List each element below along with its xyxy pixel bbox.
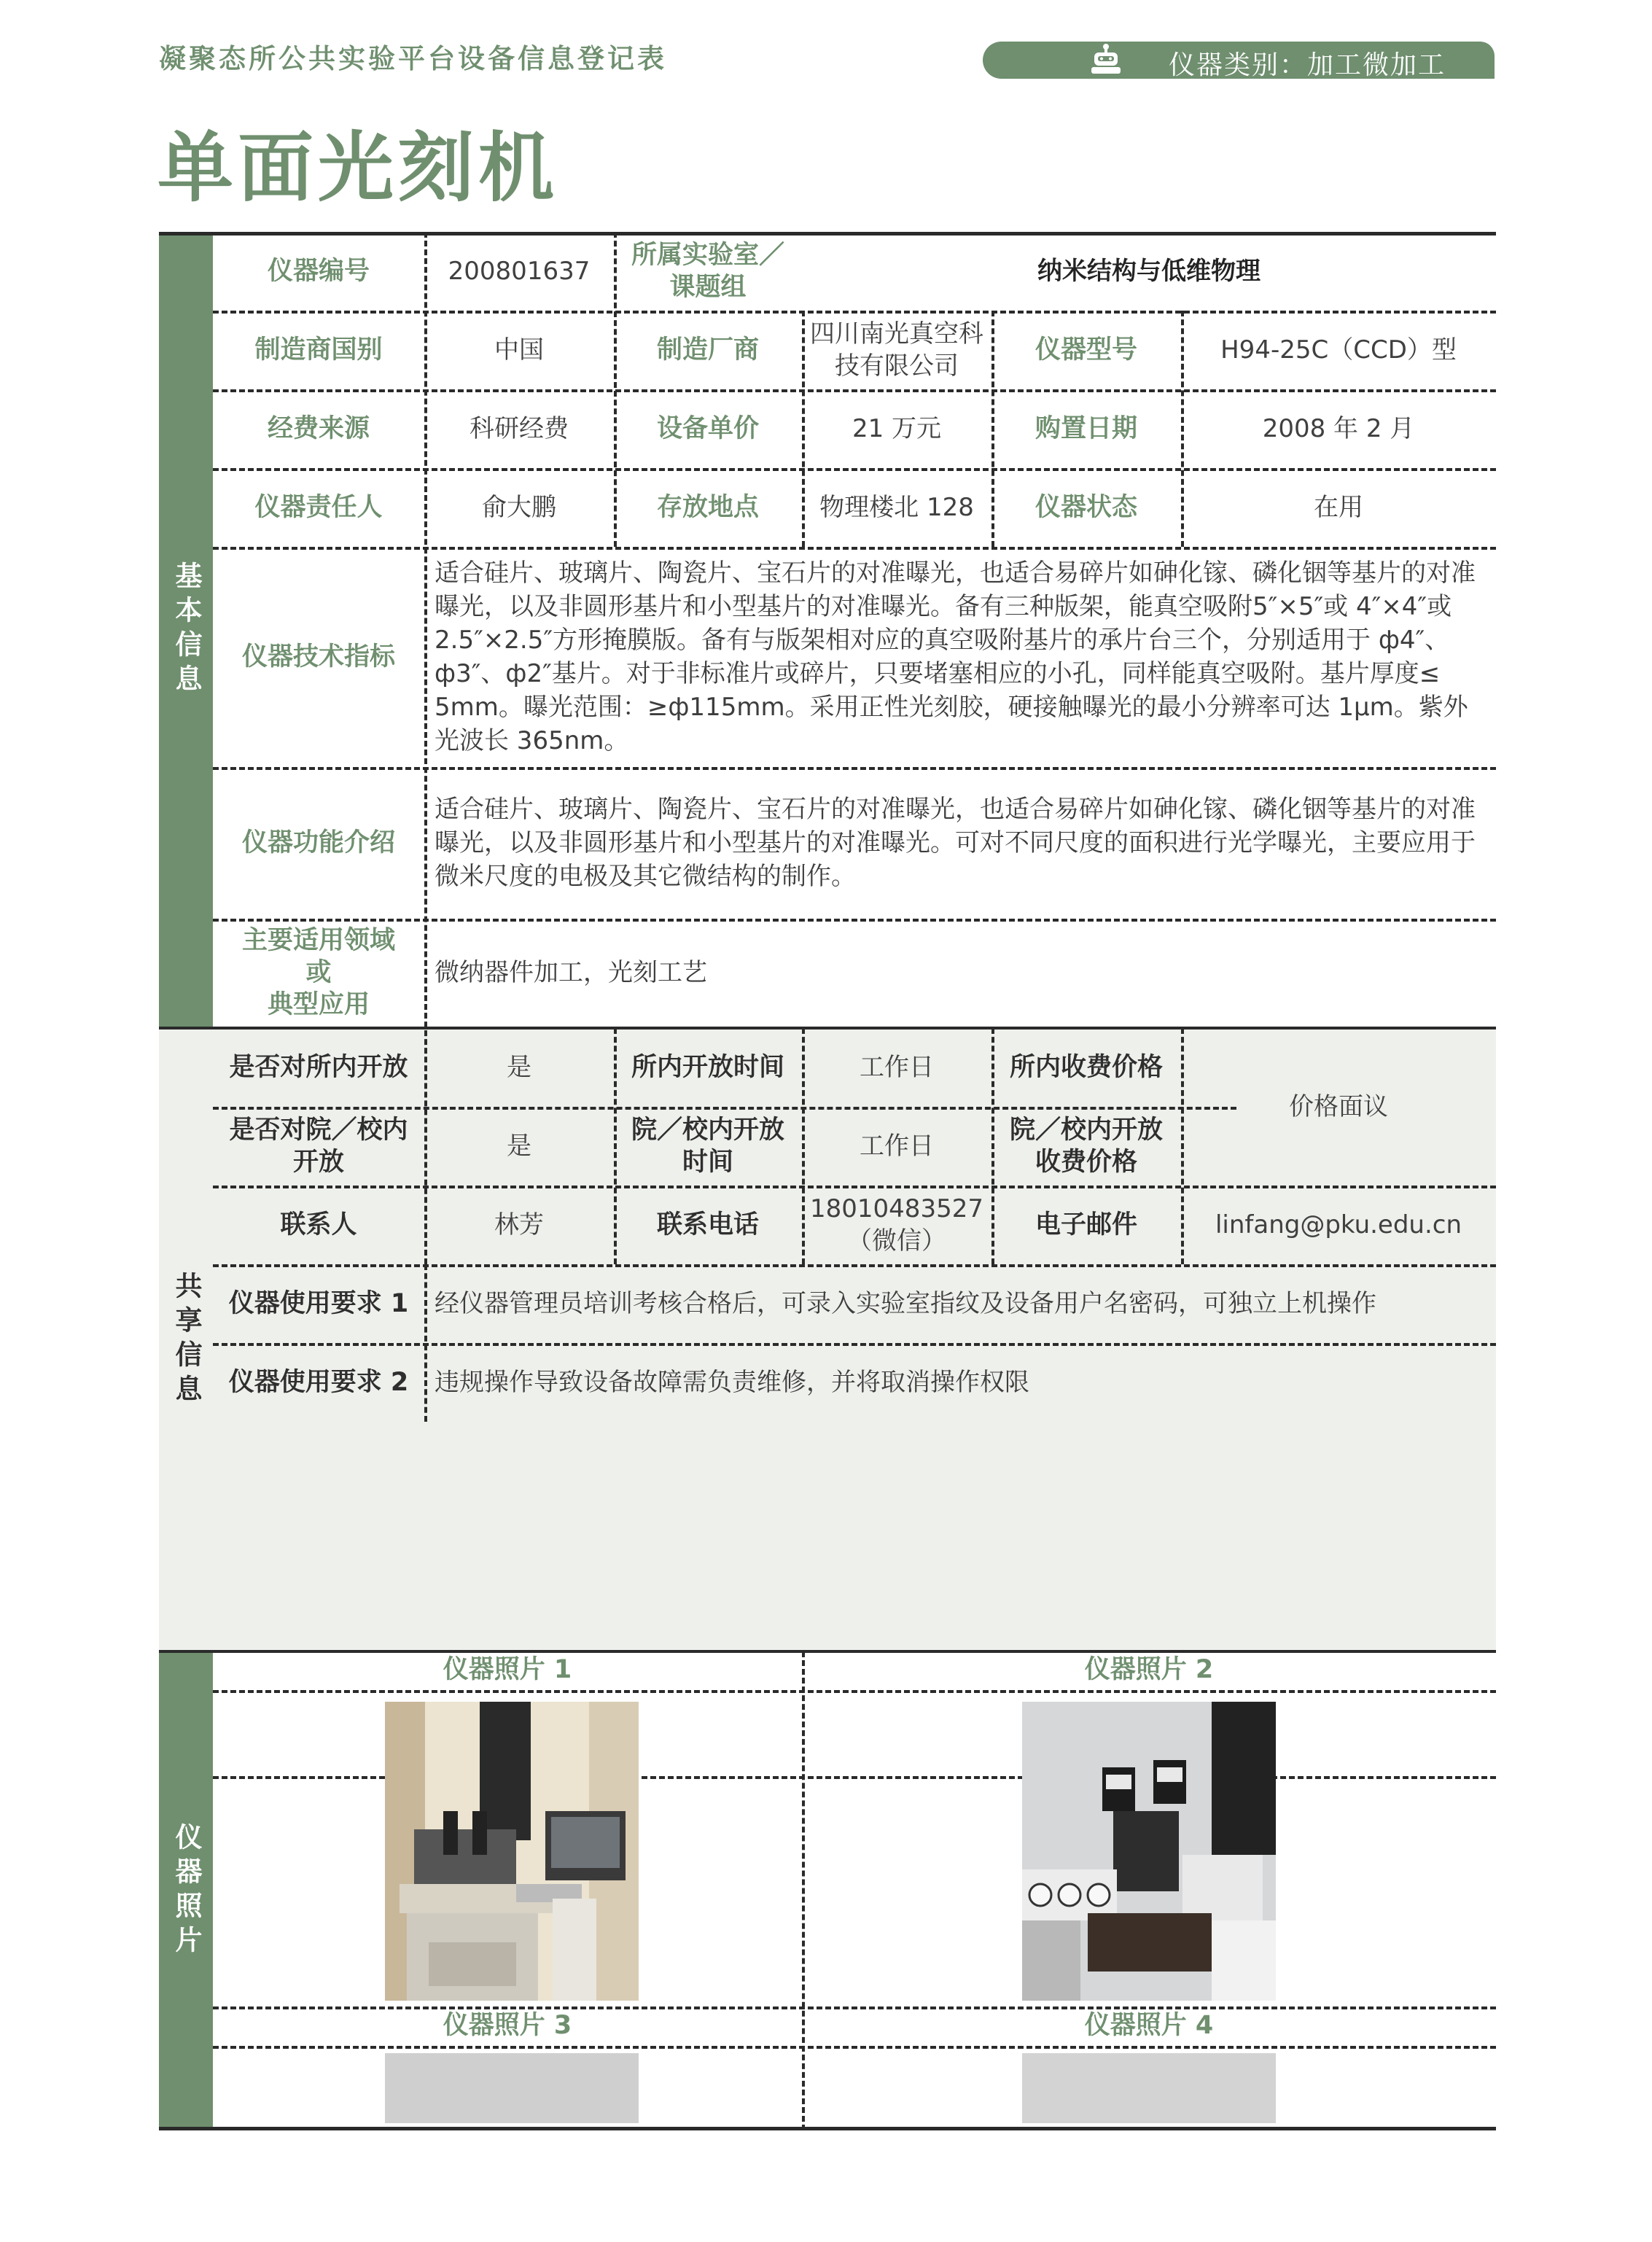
instrument-photo-3 — [385, 2053, 639, 2123]
value-internal-time: 工作日 — [860, 1053, 934, 1082]
label-price: 设备单价 — [656, 414, 759, 443]
label-lab: 所属实验室／课题组 — [631, 241, 784, 302]
value-status: 在用 — [1314, 493, 1363, 522]
value-open-internal: 是 — [507, 1053, 531, 1082]
section-label-basic: 基本信息 — [159, 232, 213, 1028]
photo-title-4: 仪器照片 4 — [1084, 2011, 1214, 2040]
value-owner: 俞大鹏 — [482, 493, 556, 522]
label-requirement-2: 仪器使用要求 2 — [228, 1368, 409, 1397]
label-country: 制造商国别 — [254, 335, 383, 365]
label-instrument-no: 仪器编号 — [267, 257, 370, 286]
instrument-photo-1 — [385, 1702, 639, 2001]
robot-icon — [1088, 43, 1124, 75]
label-internal-fee: 所内收费价格 — [1009, 1053, 1163, 1082]
value-model: H94-25C（CCD）型 — [1220, 335, 1457, 365]
category-tab — [983, 42, 1495, 79]
value-location: 物理楼北 128 — [819, 493, 974, 522]
value-application: 微纳器件加工，光刻工艺 — [435, 958, 707, 987]
value-campus-time: 工作日 — [860, 1132, 934, 1161]
value-requirement-1: 经仪器管理员培训考核合格后，可录入实验室指纹及设备用户名密码，可独立上机操作 — [435, 1289, 1376, 1318]
instrument-category: 仪器类别：加工微加工 — [1169, 50, 1446, 80]
label-owner: 仪器责任人 — [254, 493, 383, 522]
value-contact: 林芳 — [494, 1210, 544, 1239]
label-internal-time: 所内开放时间 — [631, 1053, 784, 1082]
registration-form — [159, 232, 1496, 2130]
instrument-photo-2 — [1022, 1702, 1276, 2001]
label-open-campus: 是否对院／校内开放 — [229, 1116, 408, 1177]
value-open-campus: 是 — [507, 1132, 531, 1161]
value-email[interactable]: linfang@pku.edu.cn — [1215, 1210, 1462, 1239]
label-function: 仪器功能介绍 — [241, 828, 395, 857]
value-country: 中国 — [494, 335, 544, 365]
photo-title-1: 仪器照片 1 — [443, 1655, 572, 1684]
label-open-internal: 是否对所内开放 — [229, 1053, 408, 1082]
label-email: 电子邮件 — [1035, 1210, 1137, 1239]
value-instrument-no: 200801637 — [448, 257, 591, 286]
value-price: 21 万元 — [852, 414, 942, 443]
document-header-title: 凝聚态所公共实验平台设备信息登记表 — [159, 43, 667, 74]
photo-title-2: 仪器照片 2 — [1084, 1655, 1214, 1684]
label-location: 存放地点 — [656, 493, 759, 522]
label-status: 仪器状态 — [1035, 493, 1137, 522]
photo-title-3: 仪器照片 3 — [443, 2011, 572, 2040]
label-maker: 制造厂商 — [656, 335, 759, 365]
instrument-photo-4 — [1022, 2053, 1276, 2123]
label-application: 主要适用领域 或 典型应用 — [241, 926, 395, 1019]
value-funding: 科研经费 — [470, 414, 569, 443]
page-title: 单面光刻机 — [157, 123, 559, 212]
value-purchase-date: 2008 年 2 月 — [1262, 414, 1415, 443]
label-spec: 仪器技术指标 — [241, 642, 395, 672]
value-fee: 价格面议 — [1289, 1092, 1388, 1121]
label-phone: 联系电话 — [656, 1210, 759, 1239]
section-label-photos: 仪器照片 — [159, 1651, 213, 2130]
section-rule — [159, 1650, 1496, 1653]
value-function: 适合硅片、玻璃片、陶瓷片、宝石片的对准曝光，也适合易碎片如砷化镓、磷化铟等基片的对准曝光，以及非圆形基片和小型基片的对准曝光。可对不同尺度的面积进行光学曝光，主要应用于微米尺度的电极及其它微结构的制作。 — [435, 795, 1476, 891]
label-campus-time: 院／校内开放时间 — [631, 1116, 784, 1177]
value-lab: 纳米结构与低维物理 — [1037, 257, 1261, 286]
label-contact: 联系人 — [280, 1210, 357, 1239]
label-funding: 经费来源 — [267, 414, 370, 443]
label-campus-fee: 院／校内开放收费价格 — [1009, 1116, 1163, 1177]
value-maker: 四川南光真空科技有限公司 — [810, 319, 983, 381]
label-model: 仪器型号 — [1035, 335, 1137, 365]
section-label-share: 共享信息 — [159, 1028, 213, 1651]
value-spec: 适合硅片、玻璃片、陶瓷片、宝石片的对准曝光，也适合易碎片如砷化镓、磷化铟等基片的对准曝光，以及非圆形基片和小型基片的对准曝光。备有三种版架，能真空吸附5″×5″或 4″×4″或 2.5″×2.5″方形掩膜版。备有与版架相对应的真空吸附基片的承片台三个，分别适用于 ф4″、ф3″、ф2″基片。对于非标准片或碎片，只要堵塞相应的小孔，同样能真空吸附。基片厚度≤ 5mm。曝光范围：≥ф115mm。采用正性光刻胶，硬接触曝光的最小分辨率可达 1μm。紫外光波长 365nm。 — [435, 558, 1476, 755]
label-purchase-date: 购置日期 — [1035, 414, 1137, 443]
label-requirement-1: 仪器使用要求 1 — [228, 1289, 409, 1318]
value-phone: 18010483527 （微信） — [810, 1194, 983, 1256]
table-bottom-rule — [159, 2127, 1496, 2130]
value-requirement-2: 违规操作导致设备故障需负责维修，并将取消操作权限 — [435, 1368, 1029, 1397]
